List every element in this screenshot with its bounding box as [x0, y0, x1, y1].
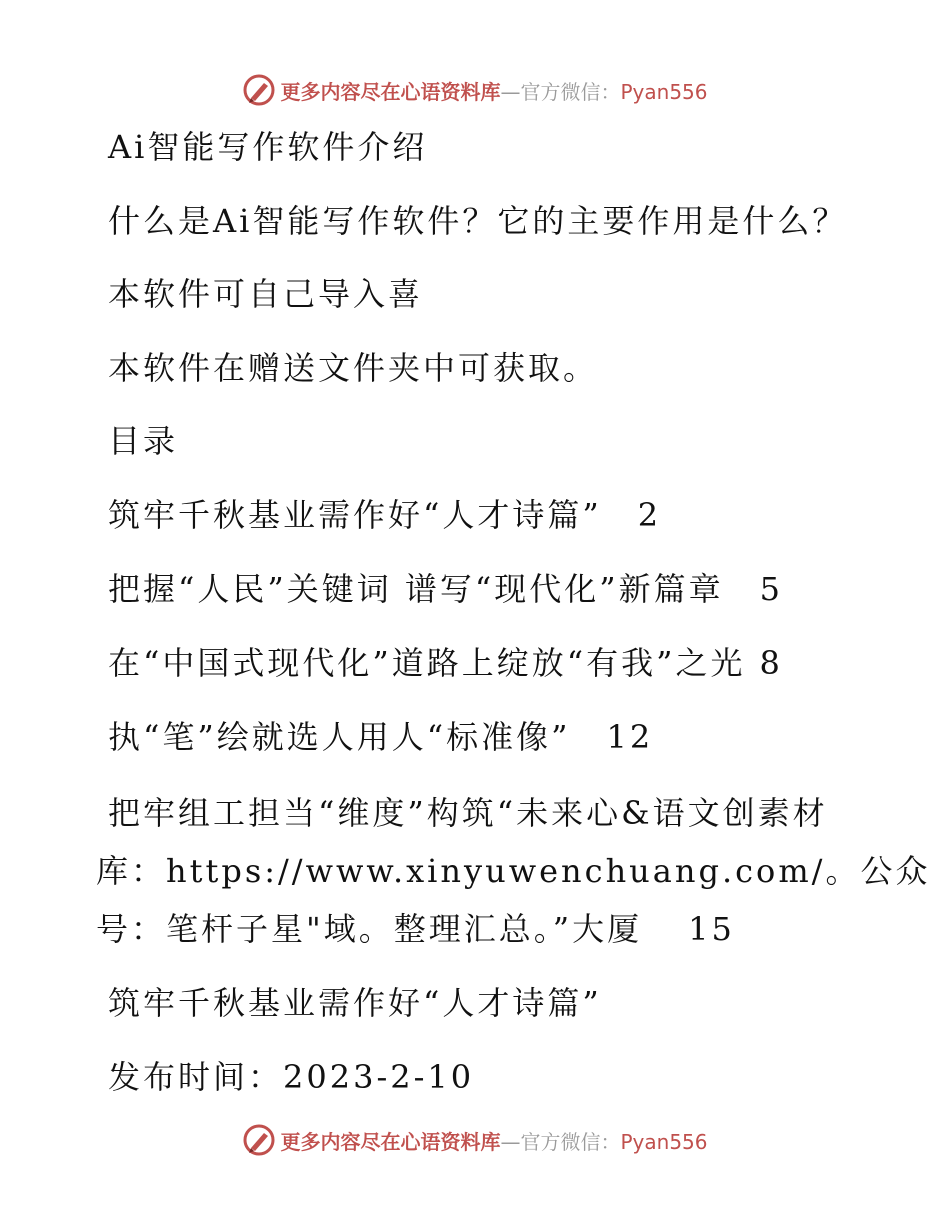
toc-entry-title: 在“中国式现代化”道路上绽放“有我”之光: [108, 644, 746, 682]
toc-entry-title: 把握“人民”关键词 谱写“现代化”新篇章: [108, 570, 724, 608]
header-banner-text: [280, 76, 707, 105]
toc-long-title-end: 号：笔杆子星"域。整理汇总。”大厦: [96, 910, 643, 948]
toc-entry-title: 筑牢千秋基业需作好“人才诗篇”: [108, 496, 602, 534]
header-banner-handle: Pyan556: [620, 79, 708, 104]
pen-logo-icon: [242, 73, 276, 107]
toc-entry: [108, 643, 843, 683]
import-note: 本软件可自己导入喜: [108, 275, 424, 313]
toc-heading: 目录: [108, 422, 179, 460]
gift-note: 本软件在赠送文件夹中可获取。: [108, 349, 599, 387]
toc-long-line-1: 把牢组工担当“维度”构筑“未来心&语文创素材: [108, 794, 828, 832]
pen-logo-icon: [242, 1123, 276, 1157]
toc-entry-title: 执“笔”绘就选人用人“标准像”: [108, 718, 571, 756]
toc-entry-page: 15: [688, 910, 735, 948]
footer-banner-text: [280, 1126, 707, 1155]
toc-entry-page: 12: [606, 718, 654, 756]
toc-entry: [108, 569, 843, 609]
article-title: 筑牢千秋基业需作好“人才诗篇”: [108, 984, 602, 1022]
footer-banner-handle: Pyan556: [620, 1129, 708, 1154]
toc-entry-page: 5: [759, 570, 783, 608]
footer-banner-site: 更多内容尽在心语资料库: [280, 1129, 501, 1154]
footer-banner: [0, 1120, 950, 1160]
toc-entry-page: 2: [637, 496, 662, 534]
header-banner-dash: —: [500, 79, 521, 104]
article-date: 发布时间：2023-2-10: [108, 1058, 475, 1096]
footer-banner-dash: —: [500, 1129, 521, 1154]
toc-entry: [108, 495, 843, 535]
header-banner-site: 更多内容尽在心语资料库: [280, 79, 501, 104]
footer-banner-wechat-label: 官方微信：: [520, 1129, 621, 1154]
document-title: Ai智能写作软件介绍: [108, 128, 428, 166]
header-banner-wechat-label: 官方微信：: [520, 79, 621, 104]
toc-long-line-3: [96, 909, 735, 949]
toc-entry-page: 8: [759, 644, 783, 682]
header-banner: [0, 70, 950, 110]
toc-long-line-2: 库：https://www.xinyuwenchuang.com/。公众: [96, 852, 931, 890]
question-line: 什么是Ai智能写作软件？它的主要作用是什么？: [108, 202, 848, 240]
toc-entry: [108, 717, 843, 757]
